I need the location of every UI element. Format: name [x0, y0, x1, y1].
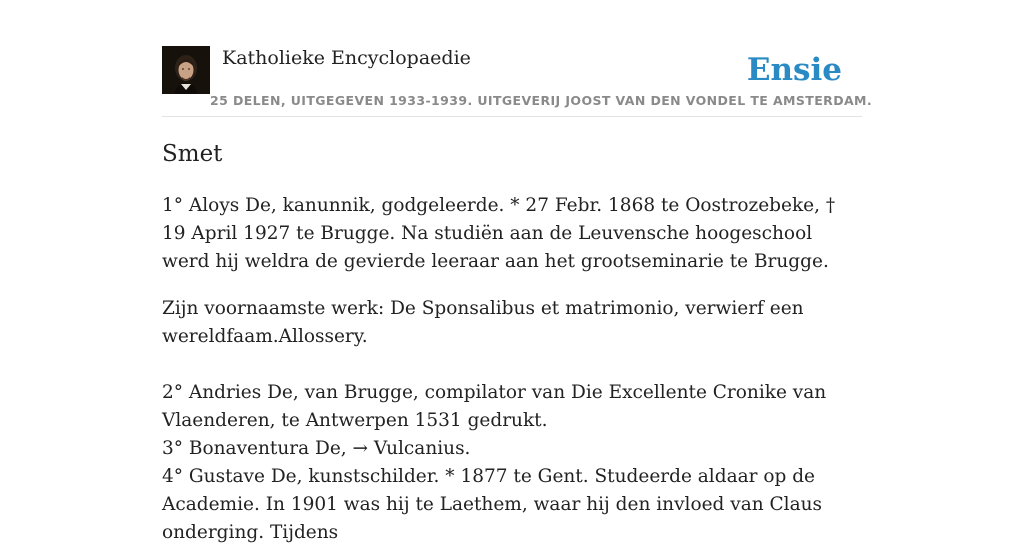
- source-header: [162, 46, 873, 117]
- source-title-link[interactable]: Katholieke Encyclopaedie: [222, 47, 471, 69]
- numbered-entry: 4° Gustave De, kunstschilder. * 1877 te Gent. Studeerde aldaar op de Academie. In 1901 was hij te Laethem, waar hij den invloed van Claus onderging. Tijdens: [162, 466, 823, 543]
- avatar[interactable]: [162, 46, 210, 94]
- portrait-icon: [162, 46, 210, 94]
- article: [162, 138, 862, 547]
- numbered-entry: 2° Andries De, van Brugge, compilator van Die Excellente Cronike van Vlaenderen, te Antwerpen 1531 gedrukt.: [162, 382, 827, 431]
- paragraph: Zijn voornaamste werk: De Sponsalibus et matrimonio, verwierf een wereldfaam.Allossery.: [162, 298, 804, 347]
- brand-logo-link[interactable]: Ensie: [746, 52, 842, 88]
- numbered-entry: 3° Bonaventura De, → Vulcanius.: [162, 438, 471, 459]
- paragraph: 1° Aloys De, kanunnik, godgeleerde. * 27 Febr. 1868 te Oostrozebeke, † 19 April 1927 te Brugge. Na studiën aan de Leuvensche hoogeschool werd hij weldra de gevierde leeraar aan het grootseminarie te Brugge.: [162, 195, 836, 272]
- paragraph-spacer: [162, 370, 862, 379]
- article-title: Smet: [162, 141, 223, 167]
- source-subtitle: 25 DELEN, UITGEGEVEN 1933-1939. UITGEVERIJ JOOST VAN DEN VONDEL TE AMSTERDAM.: [210, 93, 873, 108]
